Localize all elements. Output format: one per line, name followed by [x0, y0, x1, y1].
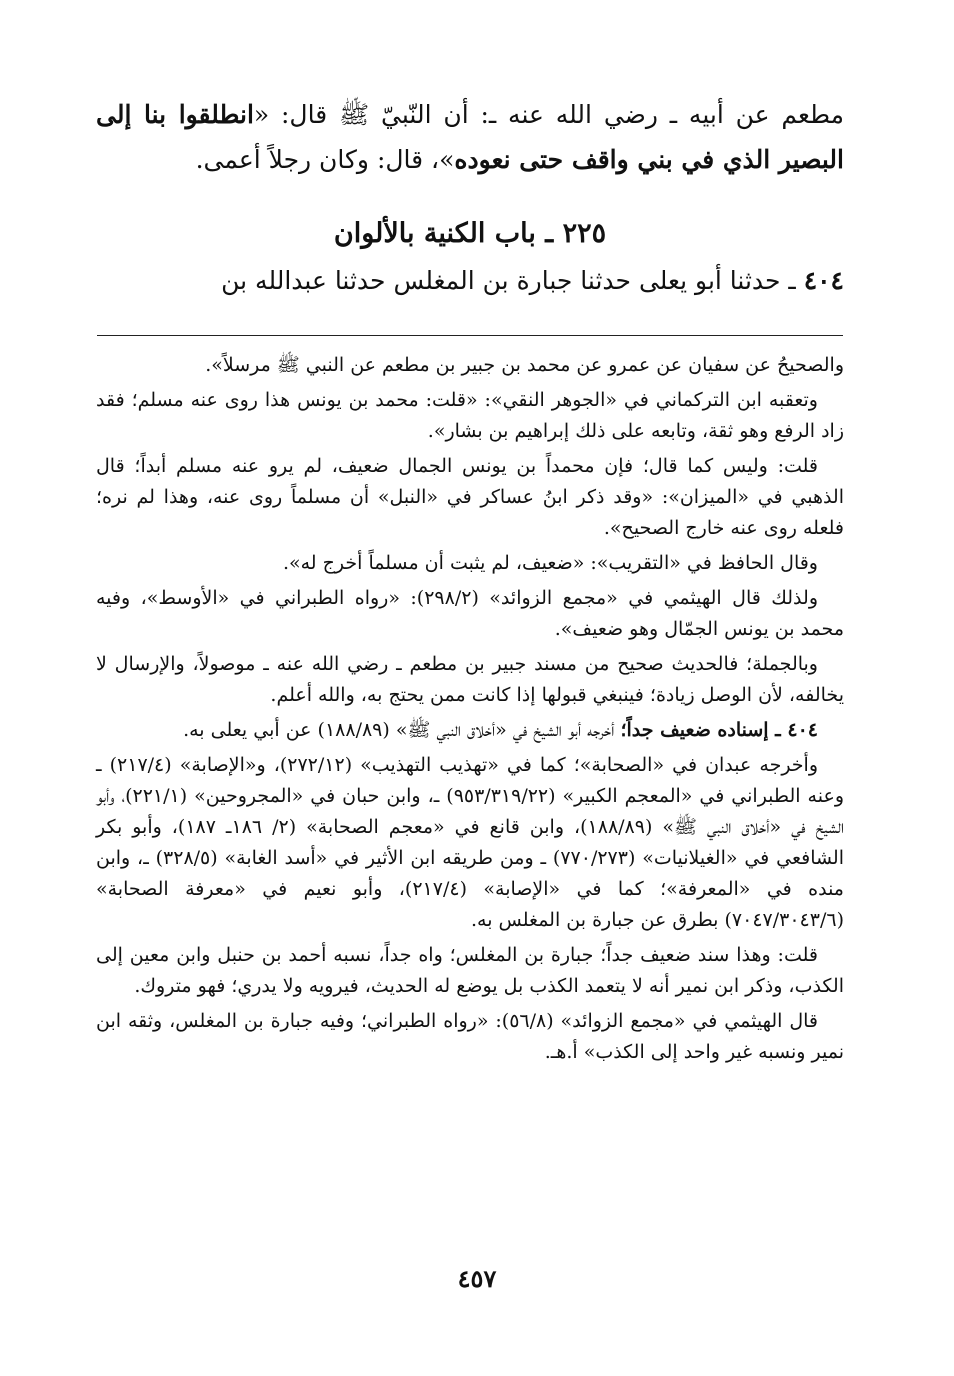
- footnote-text: أخرجه أبو الشيخ في «أخلاق النبي ﷺ» (١٨٨/٨٩) عن أبي يعلى به.: [183, 719, 621, 741]
- hadith-number: ٤٠٤: [803, 266, 844, 295]
- footnote-paragraph: وبالجملة؛ فالحديث صحيح من مسند جبير بن مطعم ـ رضي الله عنه ـ موصولاً، والإرسال لا يخالفه، لأن الوصل زيادة؛ فينبغي قبولها إذا كانت ممن يحتج به، والله أعلم.: [96, 653, 844, 706]
- footnote-verdict: ـ إسناده ضعيف جداً؛: [620, 719, 788, 741]
- footnote-paragraph-404: [96, 715, 844, 746]
- footnote-paragraph: والصحيحُ عن سفيان عن عمرو عن محمد بن جبير بن مطعم عن النبي ﷺ مرسلاً».: [205, 354, 844, 376]
- footnotes: [96, 350, 844, 1068]
- footnote-paragraph: قلت: وهذا سند ضعيف جداً؛ جبارة بن المغلس؛ واه جداً، نسبه أحمد بن حنبل وابن معين إلى الكذب، وذكر ابن نمير أنه لا يتعمد الكذب بل يوضع له الحديث، فيرويه ولا يدري؛ فهو متروك.: [96, 944, 844, 997]
- opening-text-start: مطعم عن أبيه ـ رضي الله عنه ـ: أن النّبيّ ﷺ قال: «: [253, 100, 844, 129]
- chapter-title: ٢٢٥ ـ باب الكنية بالألوان: [333, 218, 607, 249]
- footnote-paragraph: قال الهيثمي في «مجمع الزوائد» (٥٦/٨): «رواه الطبراني؛ وفيه جبارة بن المغلس، وثقه ابن نمير ونسبه غير واحد إلى الكذب» أ.هـ.: [96, 1010, 844, 1063]
- hadith-line: [96, 258, 844, 303]
- footnote-number: ٤٠٤: [787, 719, 818, 741]
- footnote-divider: [97, 335, 843, 336]
- page-body: [96, 92, 844, 1072]
- footnote-paragraph: قلت: وليس كما قال؛ فإن محمداً بن يونس الجمال ضعيف، لم يرو عنه مسلم أبداً؛ قال الذهبي في «الميزان»: «وقد ذكر ابنُ عساكر في «النبل» أن مسلماً روى عنه، وهذا لم نره؛ فلعله روى عنه خارج الصحيح».: [96, 455, 844, 539]
- footnote-paragraph: ولذلك قال الهيثمي في «مجمع الزوائد» (٢٩٨/٢): «رواه الطبراني في «الأوسط»، وفيه محمد بن يونس الجمّال وهو ضعيف».: [96, 587, 844, 640]
- hadith-text: ـ حدثنا أبو يعلى حدثنا جبارة بن المغلس حدثنا عبدالله بن: [221, 266, 804, 295]
- page-number: ٤٥٧: [457, 1264, 497, 1293]
- opening-paragraph: [96, 92, 844, 182]
- footnote-paragraph: وأخرجه عبدان في «الصحابة»؛ كما في «تهذيب التهذيب» (٢٧٢/١٢)، و«الإصابة» (٢١٧/٤) ـ وعنه الطبراني في «المعجم الكبير» (٩٥٣/٣١٩/٢٢) ـ، وابن حبان في «المجروحين» (٢٢١/١)، وأبو الشيخ في «أخلاق النبي ﷺ» (١٨٨/٨٩)، وابن قانع في «معجم الصحابة» (٢/ ١٨٦ـ ١٨٧)، وأبو بكر الشافعي في «الغيلانيات» (٧٧٠/٢٧٣) ـ ومن طريقه ابن الأثير في «أسد الغابة» (٣٢٨/٥) ـ، وابن منده في «المعرفة»؛ كما في «الإصابة» (٢١٧/٤)، وأبو نعيم في «معرفة الصحابة» (٧٠٤٧/٣٠٤٣/٦) بطرق عن جبارة بن المغلس به.: [96, 754, 845, 931]
- footnote-paragraph: وتعقبه ابن التركماني في «الجوهر النقي»: «قلت: محمد بن يونس هذا روى عنه مسلم؛ فقد زاد الرفع وهو ثقة، وتابعه على ذلك إبراهيم بن بشار».: [96, 389, 844, 442]
- prophetic-quote: انطلقوا بنا إلى البصير الذي في بني واقف حتى نعوده: [96, 100, 844, 174]
- footnote-paragraph: وقال الحافظ في «التقريب»: «ضعيف، لم يثبت أن مسلماً أخرج له».: [282, 552, 818, 574]
- opening-text-end: »، قال: وكان رجلاً أعمى.: [195, 145, 455, 174]
